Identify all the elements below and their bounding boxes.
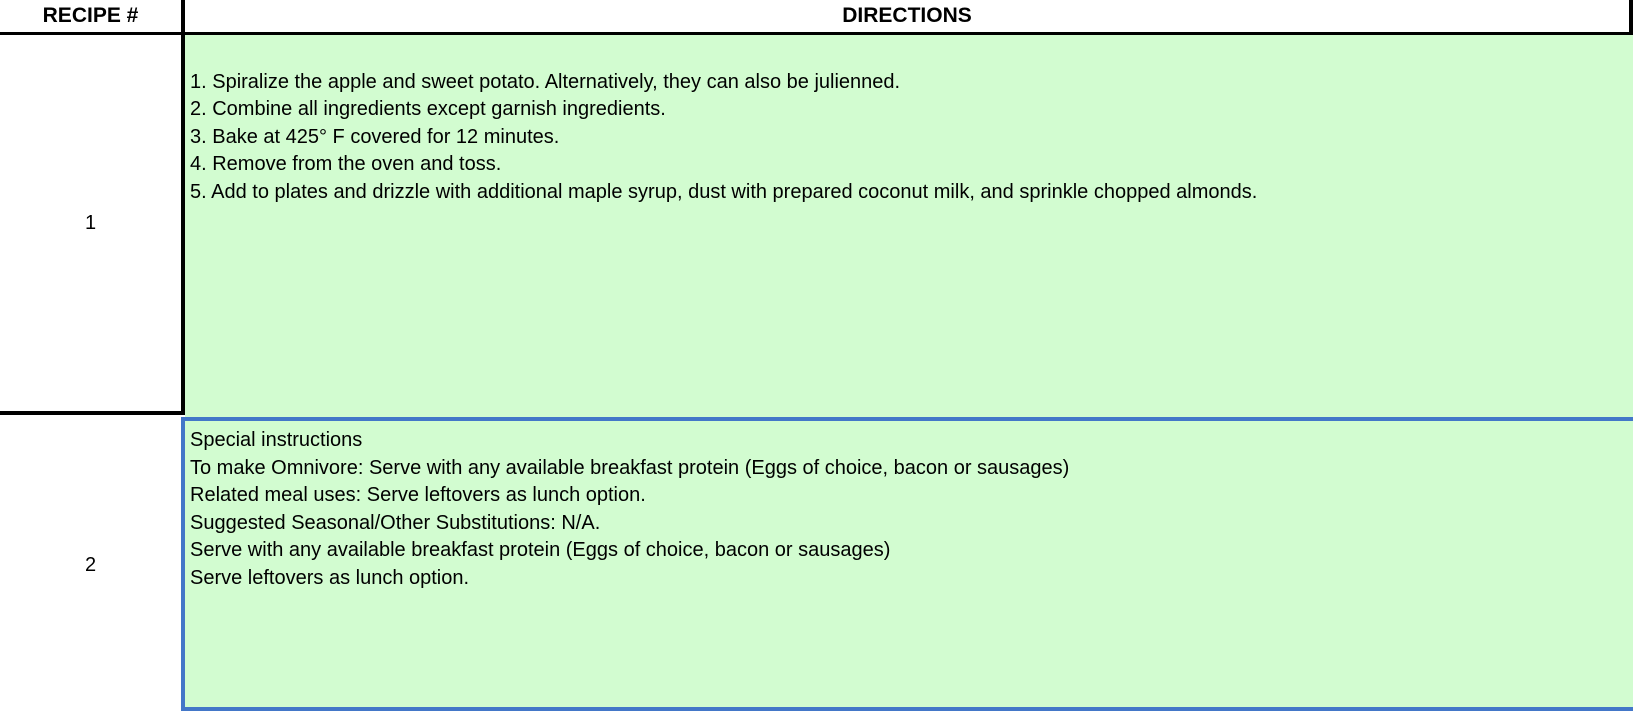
column-header-recipe-number-label: RECIPE #	[42, 4, 139, 27]
recipe-number-value-1: 1	[84, 211, 97, 234]
direction-line: 4. Remove from the oven and toss.	[190, 153, 502, 175]
grid-line-right	[1629, 0, 1633, 35]
recipe-number-value-2: 2	[84, 553, 97, 576]
direction-line: To make Omnivore: Serve with any available breakfast protein (Eggs of choice, bacon or sausages)	[190, 456, 1070, 479]
column-header-directions[interactable]	[185, 0, 1629, 35]
column-header-directions-label: DIRECTIONS	[842, 4, 972, 27]
direction-line: 2. Combine all ingredients except garnish ingredients.	[190, 98, 666, 120]
recipe-number-cell-row-2[interactable]	[0, 419, 181, 711]
direction-line: Related meal uses: Serve leftovers as lunch option.	[190, 484, 646, 506]
direction-line: 3. Bake at 425° F covered for 12 minutes.	[190, 125, 560, 148]
direction-line: Serve leftovers as lunch option.	[190, 566, 470, 589]
directions-cell-row-2-selected[interactable]	[181, 417, 1633, 711]
column-header-recipe-number[interactable]	[0, 0, 185, 35]
direction-line: Suggested Seasonal/Other Substitutions: N/A.	[190, 511, 601, 534]
direction-line: 5. Add to plates and drizzle with additional maple syrup, dust with prepared coconut milk, and sprinkle chopped almonds.	[190, 180, 1258, 203]
directions-cell-row-1[interactable]	[185, 35, 1633, 417]
direction-line	[190, 41, 1633, 69]
direction-line: 1. Spiralize the apple and sweet potato. Alternatively, they can also be julienned.	[190, 70, 901, 93]
direction-line: Serve with any available breakfast protein (Eggs of choice, bacon or sausages)	[190, 539, 891, 561]
recipe-number-cell-row-1[interactable]	[0, 35, 185, 415]
direction-line: Special instructions	[190, 429, 363, 451]
